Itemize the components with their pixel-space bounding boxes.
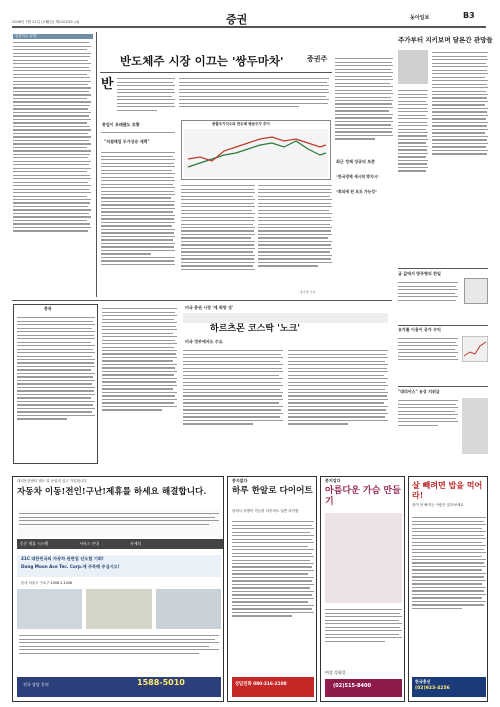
small-box-1-chart bbox=[464, 278, 488, 304]
drop-cap: 반 bbox=[101, 77, 114, 92]
ad-surgery-photo bbox=[325, 513, 402, 603]
right-sub3: "회의에 된 호조 가능성" bbox=[336, 189, 377, 194]
ad-surgery-phone-bar bbox=[325, 679, 402, 697]
ad-auto-nav-3: 자세히 bbox=[130, 541, 142, 546]
ad-auto-body bbox=[19, 511, 219, 535]
plot-background bbox=[184, 129, 328, 177]
main-body-col1-mid bbox=[101, 130, 175, 138]
ad-auto-photos bbox=[17, 589, 221, 629]
small-box-2-chart-frame bbox=[462, 336, 488, 362]
main-sub1: 종업이 초래됐도 호황 bbox=[102, 122, 140, 127]
main-body-col1-top bbox=[117, 76, 175, 122]
left-table-title: 업종지수 동향 bbox=[13, 34, 93, 39]
main-headline-tag: 증권주 bbox=[307, 55, 328, 63]
box-rule-2 bbox=[398, 325, 488, 326]
ad-food-body bbox=[412, 515, 486, 665]
ad-auto-line3: 본사 서울시 구로구 2008 2-1008 bbox=[21, 581, 73, 585]
ad-diet-phone-bar bbox=[232, 677, 314, 697]
ad-surgery-label: 풍지업다 bbox=[325, 478, 341, 483]
ad-surgery-body bbox=[325, 607, 402, 669]
bottom-box-title: 종목 bbox=[44, 306, 52, 311]
chart-plot bbox=[184, 129, 328, 177]
main-byline: 홍수영 기자 bbox=[300, 290, 316, 294]
right-sub2: "한국경제 세시적 방지시" bbox=[336, 174, 380, 179]
author-photo bbox=[398, 50, 428, 84]
section-rule bbox=[12, 300, 392, 301]
ad-auto-nav-1: 동문 제휴 시스템 bbox=[20, 541, 49, 546]
ad-diet-body bbox=[232, 519, 314, 669]
ad-food bbox=[408, 476, 488, 702]
small-box-2-title: 유가를 이용이 공가 수익 bbox=[398, 327, 441, 332]
ad-food-sub: 살이 안 빠지는 사람은 읽어보세요 bbox=[412, 503, 464, 507]
ad-auto-top: 대리운전센터 렌트 및 동업의 입고 가입합니다 bbox=[17, 479, 87, 483]
small-box-2-chart bbox=[462, 336, 488, 362]
ad-auto-photo-1 bbox=[17, 589, 82, 629]
bottom-col1 bbox=[102, 306, 177, 464]
ad-surgery-phone: (02)515-8400 bbox=[333, 683, 371, 689]
small-box-1-title: 금 값에서 방주형의 한일 bbox=[398, 271, 441, 276]
ad-diet-sub: 한의사 처방이 가능한 다이어트 일반 의약품 bbox=[232, 509, 299, 513]
ad-diet-label: 풍지없다 bbox=[232, 478, 248, 483]
box-rule-3 bbox=[398, 386, 488, 387]
ad-food-brand: 한국홍선 bbox=[415, 679, 431, 684]
ad-auto-photo-2 bbox=[86, 589, 151, 629]
right-title: 주가부터 지키보며 달론간 관망들 bbox=[398, 36, 493, 44]
masthead-rule bbox=[12, 26, 486, 28]
bottom-sub: 미국 정부에서도 수요 bbox=[185, 339, 223, 344]
bottom-kicker-bar bbox=[183, 313, 388, 323]
ad-auto-phone: 1588-5010 bbox=[137, 678, 185, 687]
ad-auto-details bbox=[19, 633, 219, 673]
masthead-date: 2008년 7월 21일 (月曜日) 제12029호 (4) bbox=[12, 20, 80, 24]
right-column-text-2 bbox=[398, 88, 428, 258]
bottom-kicker: 미국 증권 시장 '에 희망 성' bbox=[185, 305, 234, 310]
box-rule-1 bbox=[398, 268, 488, 269]
bottom-story-col2 bbox=[288, 348, 388, 464]
main-headline: 반도체주 시장 이끄는 '쌍두마차' bbox=[120, 54, 284, 68]
ad-food-phone-bar bbox=[412, 677, 486, 697]
ad-surgery-headline: 아름다운 가슴 만들기 bbox=[325, 486, 401, 507]
ad-diet-phone: 상담전화 080-316-2100 bbox=[235, 682, 287, 687]
bottom-headline: 하르츠몬 코스탁 '노크' bbox=[210, 324, 301, 334]
main-body-col2 bbox=[181, 183, 255, 298]
bottom-box-text bbox=[17, 315, 95, 460]
ad-auto-nav bbox=[17, 539, 224, 549]
main-chart bbox=[181, 120, 331, 180]
ad-auto-nav-2: 서비스 안내 bbox=[79, 541, 99, 546]
main-sub2: "저점매입 두가상승 세력" bbox=[104, 139, 150, 144]
ad-auto-line2: Dong Moon Ace Tec. Corp.에 주목해 주십시오! bbox=[21, 564, 120, 569]
bottom-left-box bbox=[13, 304, 98, 464]
ad-auto-service bbox=[12, 476, 224, 702]
small-box-3-photo bbox=[462, 398, 488, 454]
ad-surgery-cap: 여성 성형클 bbox=[325, 670, 346, 675]
chart-title: 종합주가지수와 반도체 평균주가 추이 bbox=[212, 122, 270, 126]
main-body-col1 bbox=[101, 150, 175, 298]
ad-auto-phone-bar bbox=[17, 677, 221, 697]
column-divider bbox=[96, 32, 97, 297]
ad-diet bbox=[227, 476, 317, 702]
right-column-text bbox=[432, 50, 488, 190]
section-title: 증권 bbox=[226, 13, 248, 26]
main-body-col3 bbox=[258, 183, 332, 298]
right-sub1: 최근 정제 성공의 보존 bbox=[336, 159, 375, 164]
ad-food-phone: (02)923-4256 bbox=[415, 686, 450, 691]
ad-food-headline: 살 빼려면 밥을 먹어라! bbox=[412, 480, 483, 500]
small-box-3-title: "대리어스" 유상 지위급 bbox=[398, 389, 440, 394]
page-number: B3 bbox=[463, 11, 475, 20]
bottom-story-col1 bbox=[183, 348, 283, 464]
paper-name: 동아일보 bbox=[410, 15, 430, 21]
ad-auto-line1: 21C 대한민국의 자동차 관련업 선도할 기회! bbox=[21, 556, 104, 561]
left-table bbox=[13, 40, 93, 245]
ad-auto-headline: 자동차 이동!전인!구난!제휴를 하세요 해결합니다. bbox=[17, 487, 207, 497]
ad-surgery bbox=[320, 476, 405, 702]
ad-diet-headline: 하루 한알로 다이어트 bbox=[232, 486, 313, 496]
headline-rule bbox=[100, 72, 332, 73]
ad-auto-phone-label: 전국 상담 문의 bbox=[23, 682, 49, 687]
ad-auto-photo-3 bbox=[156, 589, 221, 629]
main-intro-block bbox=[179, 76, 329, 120]
